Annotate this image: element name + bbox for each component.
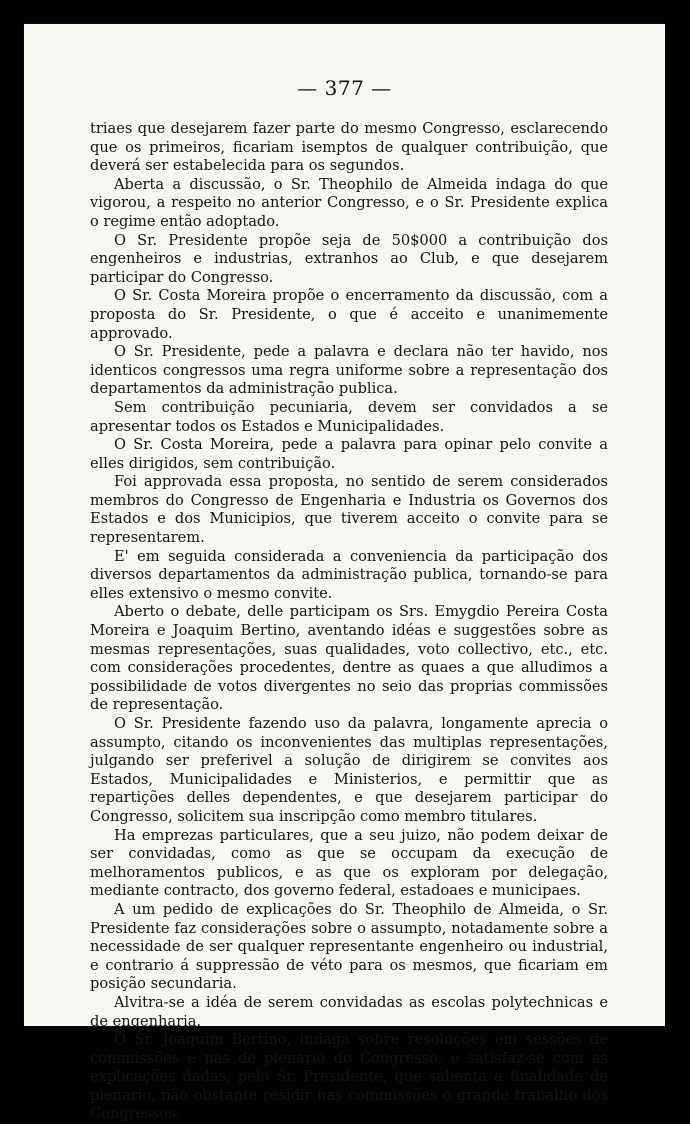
- paragraph: O Sr. Costa Moreira propõe o encerramento da discussão, com a proposta do Sr. Presidente, o que é acceito e unanimemente approvado.: [90, 287, 608, 342]
- paragraph: Alvitra-se a idéa de serem convidadas as escolas polytechnicas e de engenharia.: [90, 993, 608, 1030]
- body-text: [90, 120, 608, 1124]
- paragraph: E' em seguida considerada a conveniencia da participação dos diversos departamentos da administração publica, tornando-se para elles extensivo o mesmo convite.: [90, 547, 608, 602]
- paragraph: O Sr. Costa Moreira, pede a palavra para opinar pelo convite a elles dirigidos, sem contribuição.: [90, 436, 608, 472]
- paragraph: Ha emprezas particulares, que a seu juizo, não podem deixar de ser convidadas, como as que se occupam da execução de melhoramentos publicos, e as que os exploram por delegação, mediante contracto, dos governo federal, estadoaes e municipaes.: [90, 826, 608, 900]
- paragraph: triaes que desejarem fazer parte do mesmo Congresso, esclarecendo que os primeiros, ficariam isemptos de qualquer contribuição, que deverá ser estabelecida para os segundos.: [90, 120, 608, 175]
- page-number: — 377 —: [297, 76, 392, 100]
- paragraph: A um pedido de explicações do Sr. Theophilo de Almeida, o Sr. Presidente faz considerações sobre o assumpto, notadamente sobre a necessidade de ser qualquer representante engenheiro ou industrial, e contrario á suppressão de véto para os mesmos, que ficariam em posição secundaria.: [90, 900, 608, 993]
- paragraph: Sem contribuição pecuniaria, devem ser convidados a se apresentar todos os Estados e Municipalidades.: [90, 398, 608, 435]
- paragraph: O Sr. Joaquim Bertino, indaga sobre resoluções em sessões de commissões e nas de plenario do Congresso, e satisfaz-se com as explicações dadas, pelo Sr. Presidente, que salienta a finalidade de plenario, não obstante residir nas commissões o grande trabalho dos Congressos.: [90, 1031, 608, 1123]
- paragraph: O Sr. Presidente fazendo uso da palavra, longamente aprecia o assumpto, citando os inconvenientes das multiplas representações, julgando ser preferivel a solução de dirigirem se convites aos Estados, Municipalidades e Ministerios, e permittir que as repartições delles dependentes, e que desejarem participar do Congresso, solicitem sua inscripção como membro titulares.: [90, 715, 608, 825]
- paragraph: O Sr. Presidente, pede a palavra e declara não ter havido, nos identicos congressos uma regra uniforme sobre a representação dos departamentos da administração publica.: [90, 343, 608, 398]
- paragraph: Aberta a discussão, o Sr. Theophilo de Almeida indaga do que vigorou, a respeito no anterior Congresso, e o Sr. Presidente explica o regime então adoptado.: [90, 175, 608, 230]
- paragraph: Foi approvada essa proposta, no sentido de serem considerados membros do Congresso de Engenharia e Industria os Governos dos Estados e dos Municipios, que tiverem acceito o convite para se representarem.: [90, 473, 608, 547]
- paragraph: O Sr. Presidente propõe seja de 50$000 a contribuição dos engenheiros e industrias, extranhos ao Club, e que desejarem participar do Congresso.: [90, 231, 608, 286]
- paragraph: Aberto o debate, delle participam os Srs. Emygdio Pereira Costa Moreira e Joaquim Bertino, aventando idéas e suggestões sobre as mesmas representações, suas qualidades, voto collectivo, etc., etc. com considerações procedentes, dentre as quaes a que alludimos a possibilidade de votos divergentes no seio das proprias commissões de representação.: [90, 603, 608, 714]
- document-page: [24, 24, 665, 1123]
